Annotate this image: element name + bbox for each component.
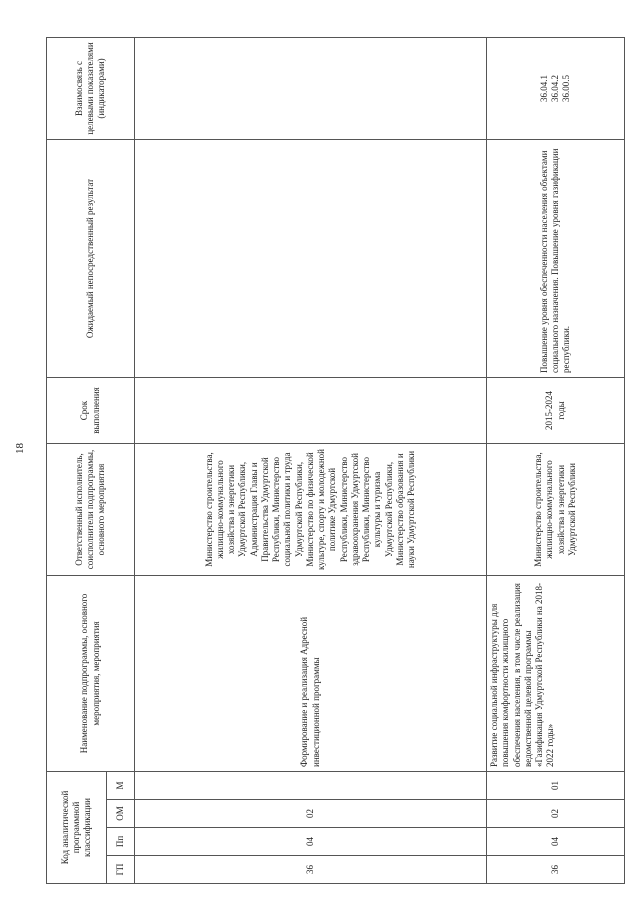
header-code-group: Код аналитической программной классификации (47, 772, 107, 884)
cell-result (135, 140, 487, 378)
header-pp: Пп (107, 828, 135, 856)
cell-link (135, 38, 487, 140)
cell-responsible: Министерство строительства, жилищно-коммунального хозяйства и энергетики Удмуртской Республики (487, 444, 625, 576)
cell-term: 2015-2024 годы (487, 378, 625, 444)
header-term: Срок выполнения (47, 378, 135, 444)
cell-om: 02 (487, 800, 625, 828)
cell-pp: 04 (487, 828, 625, 856)
page-number: 18 (14, 443, 26, 454)
header-link: Взаимосвязь с целевыми показателями (индикаторами) (47, 38, 135, 140)
header-row (47, 38, 107, 884)
header-m: М (107, 772, 135, 800)
cell-gp: 36 (135, 856, 487, 884)
header-responsible: Ответственный исполнитель, соисполнители подпрограммы, основного мероприятия (47, 444, 135, 576)
cell-gp: 36 (487, 856, 625, 884)
rotated-table-wrapper (46, 38, 624, 884)
header-om: ОМ (107, 800, 135, 828)
header-gp: ГП (107, 856, 135, 884)
cell-term (135, 378, 487, 444)
cell-result: Повышение уровня обеспеченности населения объектами социального назначения. Повышение уровня газификации республики. (487, 140, 625, 378)
table-row (487, 38, 625, 884)
table-row (135, 38, 487, 884)
cell-m: 01 (487, 772, 625, 800)
cell-responsible: Министерство строительства, жилищно-коммунального хозяйства и энергетики Удмуртской Республики, Администрация Главы и Правительства Удмуртской Республики, Министерство социальной политики и труда Удмуртской Республики, Министерство по физической культуре, спорту и молодежной политике Удмуртской Республики, Министерство здравоохранения Удмуртской Республики, Министерство культуры и туризма Удмуртской Республики, Министерство образования и науки Удмуртской Республики (135, 444, 487, 576)
cell-name: Развитие социальной инфраструктуры для повышения комфортности жилищного обеспечения населения, в том числе реализация ведомственной целевой программы «Газификация Удмуртской Республики на 2018-2022 годы» (487, 576, 625, 772)
program-table (46, 37, 625, 884)
header-result: Ожидаемый непосредственный результат (47, 140, 135, 378)
cell-m (135, 772, 487, 800)
header-name: Наименование подпрограммы, основного мероприятия, мероприятия (47, 576, 135, 772)
cell-pp: 04 (135, 828, 487, 856)
cell-name: Формирование и реализация Адресной инвестиционной программы (135, 576, 487, 772)
cell-link: 36.04.1 36.04.2 36.00.5 (487, 38, 625, 140)
cell-om: 02 (135, 800, 487, 828)
